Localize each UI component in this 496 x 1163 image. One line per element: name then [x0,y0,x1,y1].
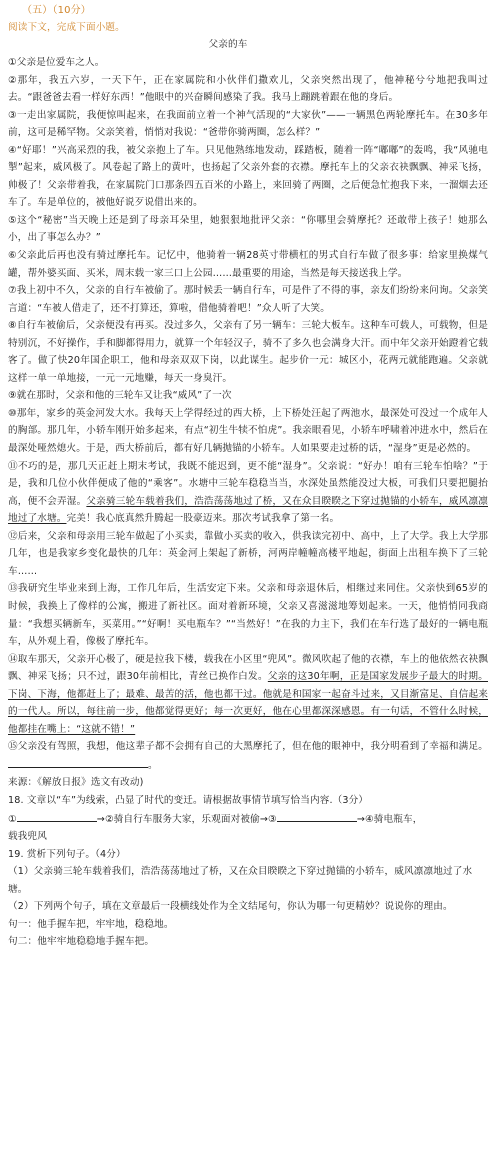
paragraph-11-end: 完美！我心底真然升腾起一股豪迈来。那次考试我拿了第一名。 [66,513,340,525]
paragraph-7: ⑦我上初中不久，父亲的自行车被偷了。那时候丢一辆自行车，可是件了不得的事，亲友们纷纷来问询。父亲笑言道：“车被人借走了，还不打算还，算啦，借他骑着吧！”众人听了大笑。 [8,285,488,314]
section-header: （五）（10分） [22,5,91,16]
paragraph-4: ④“好耶！”兴高采烈的我，被父亲抱上了车。只见他熟练地发动，踩踏板，随着一阵“嘟嘟”的轰鸣，我“风驰电掣”起来，威风极了。风卷起了路上的黄叶，也扬起了父亲外套的衣襟。摩托车上的父亲衣袂飘飘、神采飞扬，帅极了！父亲带着我，在家属院门口那条四五百米的小路上，来回骑了两圈，之后便急忙抱我下来，一溜烟去还车了。车是单位的，被他好说歹说借出来的。 [8,144,488,209]
paragraph-10: ⑩那年，家乡的英金河发大水。我每天上学得经过的西大桥，上下桥处汪起了两池水，最深处可没过一个成年人的胸部。那几年，小轿车刚开始多起来，有点“初生牛犊不怕虎”。我亲眼看见，小轿车呼啸着冲进水中，然后在最深处哑然熄火。于是，西大桥前后，都有好几辆抛锚的小轿车。人如果要走过桥的话，“湿身”更是必然的。 [8,407,488,455]
paragraph-11-text: ⑪不巧的是，那几天正赶上期末考试，我既不能迟到，更不能“湿身”。父亲说：“好办！咱有三轮车怕啥？”于是，我和几位小伙伴便成了他的“乘客”。水塘中三轮车稳稳当当，水深处虽然能没过大板，可我们只要把腿抬高，便不会弄湿。 [8,460,488,507]
underlined-sentence-11: 父亲骑三轮车载着我们，浩浩荡荡地过了桥，又在众目睽睽之下穿过抛锚的小轿车，威风凛凛地过了水塘。 [8,495,488,525]
q18-middle-text: →②骑自行车服务大家，乐观面对被偷→③ [96,813,277,825]
question-19-stem: 19. 赏析下列句子。（4分） [8,848,126,860]
question-19-part-1: （1）父亲骑三轮车载着我们，浩浩荡荡地过了桥，又在众目睽睽之下穿过抛锚的小轿车，威风凛凛地过了水塘。 [8,866,473,895]
paragraph-15-text: ⑮父亲没有驾照，我想，他这辈子都不会拥有自己的大黑摩托了，但在他的眼神中，我分明看到了幸福和满足。 [8,741,488,753]
q18-end-text: →④骑电瓶车， [356,813,423,825]
paragraph-8: ⑧自行车被偷后，父亲便没有再买。没过多久，父亲有了另一辆车：三轮大板车。这种车可载人，可载物，但是特别沉，不好操作，手和脚都得用力，就算一个年轻汉子，骑不了多久也会满身大汗。而中年父亲开始蹬着它载客了。做了快20年国企职工，他和母亲双双下岗，以此谋生。起步价一元：城区小，花两元就能跑遍。父亲就这样一单一单地接，一元一元地赚，每天一身臭汗。 [8,320,488,384]
paragraph-6: ⑥父亲此后再也没有骑过摩托车。记忆中，他骑着一辆28英寸带横杠的男式自行车做了很多事：给家里换煤气罐，帮外婆买面、买米，周末载一家三口上公园……最重要的用途，当然是每天接送我上学。 [8,250,488,279]
q18-blank-1[interactable] [17,810,97,822]
question-18-line-2: 载我兜风 [8,831,47,843]
question-18-stem: 18. 文章以“车”为线索，凸显了时代的变迁。请根据故事情节填写恰当内容.（3分） [8,794,369,806]
paragraph-3: ③一走出家属院，我便惊叫起来，在我面前立着一个神气活现的“大家伙”——一辆黑色两轮摩托车。在30多年前，这可是稀罕物。父亲笑着，悄悄对我说：“爸带你骑两圈，怎么样？” [8,109,488,139]
paragraph-9: ⑨就在那时，父亲和他的三轮车又让我“威风”了一次 [8,390,232,402]
option-sentence-2: 句二：他牢牢地稳稳地手握车把。 [8,936,155,948]
question-18-line-1 [8,810,488,829]
underlined-passage-14: 父亲的这30年啊，正是国家发展步子最大的时期。下岗、下海，他都赶上了；最难、最苦的活，他也都干过。他就是和国家一起奋斗过来，又目渐富足、自信起来的一代人。所以，每往前一步，他都觉得更好；每一次更好，他在心里都深深感恩。有一句话，不管什么时候，他都挂在嘴上：“这就不错！” [8,671,488,735]
paragraph-15: ⑮父亲没有驾照，我想，他这辈子都不会拥有自己的大黑摩托了，但在他的眼神中，我分明看到了幸福和满足。。 [8,741,488,771]
paragraph-1: ①父亲是位爱车之人。 [8,57,105,68]
ending-blank-line[interactable] [8,756,148,768]
q18-blank-2[interactable] [277,810,357,822]
option-sentence-1: 句一：他手握车把，牢牢地，稳稳地。 [8,918,174,930]
reading-instruction: 阅读下文，完成下面小题。 [8,22,125,33]
question-19-part-2: （2）下列两个句子，填在文章最后一段横线处作为全文结尾句，你认为哪一句更精妙？说说你的理由。 [8,901,453,913]
story-title: 父亲的车 [208,39,248,50]
paragraph-12: ⑫后来，父亲和母亲用三轮车做起了小买卖，靠做小买卖的收入，供我读完初中、高中，上了大学。我上大学那几年，也是我家乡变化最快的几年：英金河上架起了新桥，河两岸幢幢高楼平地起，街面上出租车换下了三轮车…… [8,530,488,577]
paragraph-14 [8,651,488,739]
source-line: 来源：《解放日报》选文有改动) [8,777,144,789]
paragraph-13: ⑬我研究生毕业来到上海，工作几年后，生活安定下来。父亲和母亲退休后，相继过来同住。父亲快到65岁的时候，我换上了像样的公寓，搬进了新社区。面对着新环境，父亲又喜滋滋地筹划起来。一天，他悄悄同我商量：“我想买辆新车，买菜用。”“好啊！买电瓶车？”“当然好！”在我的力主下，我们在车行选了最好的一辆电瓶车，从外观上看，像极了摩托车。 [8,583,488,648]
paragraph-14-text: ⑭取车那天，父亲开心极了，硬是拉我下楼，载我在小区里“兜风”。微风吹起了他的衣襟，车上的他依然衣袂飘飘、神采飞扬；只不过，跟30年前相比，青丝已换作白发。 [8,653,488,683]
paragraph-5: ⑤这个“秘密”当天晚上还是到了母亲耳朵里，她狠狠地批评父亲：“你哪里会骑摩托？还敢带上孩子！她那么小，出了事怎么办？” [8,214,488,244]
q18-label-1: ① [8,813,17,825]
paragraph-11 [8,458,488,528]
paragraph-2: ②那年，我五六岁，一天下午，正在家属院和小伙伴们撒欢儿，父亲突然出现了，他神秘兮兮地把我叫过去。“跟爸爸去看一样好东西！”他眼中的兴奋瞬间感染了我。我马上蹦跳着跟在他的身后。 [8,74,488,104]
